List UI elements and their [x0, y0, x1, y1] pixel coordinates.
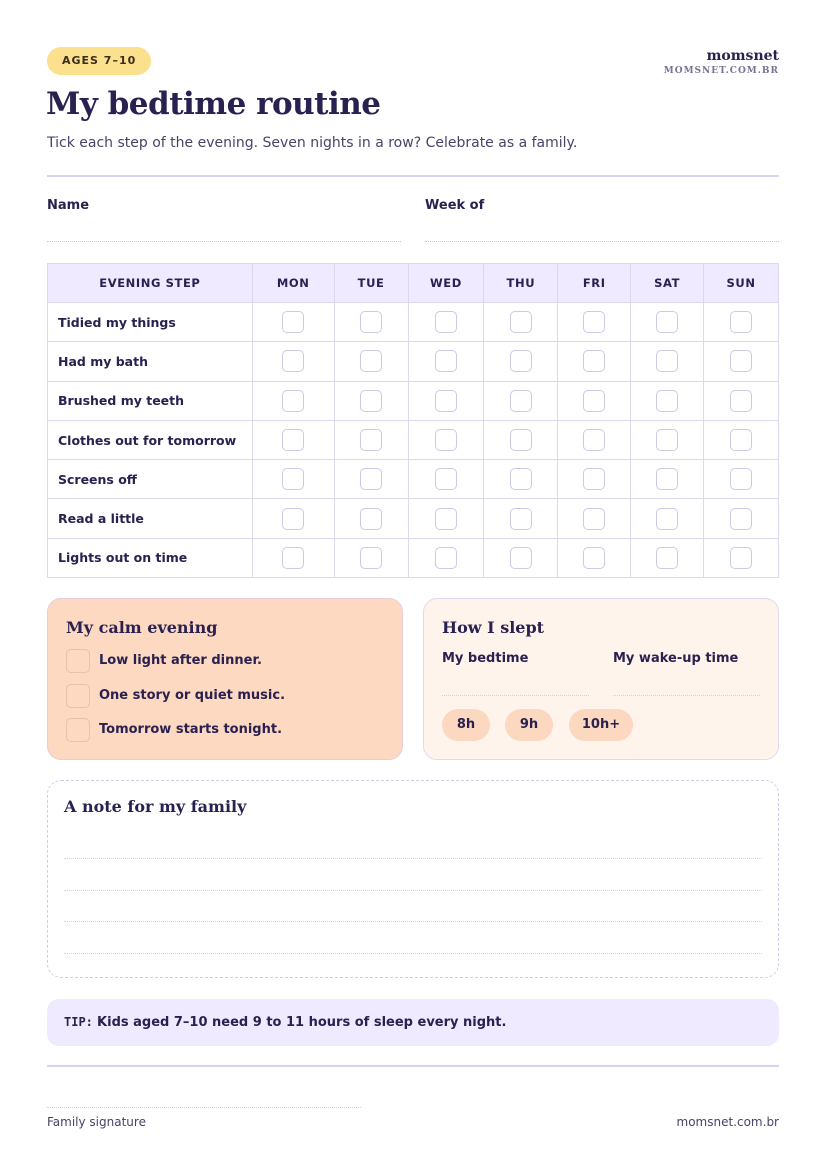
- day-cell: [484, 342, 558, 381]
- note-line[interactable]: [64, 858, 762, 859]
- page-subtitle: Tick each step of the evening. Seven nights in a row? Celebrate as a family.: [47, 135, 578, 151]
- table-header-row: [48, 264, 779, 303]
- day-cell: [704, 538, 779, 577]
- step-label: Screens off: [48, 460, 253, 499]
- header-day: SUN: [704, 264, 779, 303]
- day-checkbox[interactable]: [360, 429, 382, 451]
- calm-item-text: Low light after dinner.: [99, 653, 262, 668]
- brand: [664, 48, 779, 76]
- day-cell: [408, 420, 484, 459]
- day-cell: [408, 538, 484, 577]
- table-row: [48, 342, 779, 381]
- week-field[interactable]: [425, 241, 779, 242]
- note-line[interactable]: [64, 890, 762, 891]
- day-checkbox[interactable]: [282, 429, 304, 451]
- step-label: Tidied my things: [48, 303, 253, 342]
- family-note-box: [47, 780, 779, 978]
- header-divider: [47, 175, 779, 177]
- day-cell: [631, 342, 704, 381]
- day-cell: [704, 381, 779, 420]
- calm-checkbox[interactable]: [66, 649, 90, 673]
- tip-banner: [47, 999, 779, 1046]
- tip-label: TIP:: [64, 1015, 93, 1029]
- table-row: [48, 420, 779, 459]
- sleep-option-8h[interactable]: 8h: [442, 709, 490, 741]
- day-checkbox[interactable]: [510, 390, 532, 412]
- day-cell: [252, 499, 334, 538]
- day-cell: [704, 499, 779, 538]
- day-checkbox[interactable]: [360, 468, 382, 490]
- routine-table: [47, 263, 779, 578]
- day-checkbox[interactable]: [583, 429, 605, 451]
- day-checkbox[interactable]: [730, 547, 752, 569]
- table-row: [48, 460, 779, 499]
- day-checkbox[interactable]: [282, 547, 304, 569]
- day-checkbox[interactable]: [656, 390, 678, 412]
- day-checkbox[interactable]: [435, 429, 457, 451]
- day-cell: [631, 460, 704, 499]
- signature-field[interactable]: [47, 1107, 361, 1108]
- day-checkbox[interactable]: [656, 350, 678, 372]
- day-cell: [558, 538, 631, 577]
- day-checkbox[interactable]: [510, 547, 532, 569]
- table-row: [48, 381, 779, 420]
- day-checkbox[interactable]: [510, 311, 532, 333]
- step-label: Read a little: [48, 499, 253, 538]
- footer-divider: [47, 1065, 779, 1067]
- calm-evening-card: [47, 598, 403, 760]
- header-day: FRI: [558, 264, 631, 303]
- day-cell: [252, 342, 334, 381]
- wakeup-label: My wake-up time: [613, 651, 739, 666]
- day-checkbox[interactable]: [730, 311, 752, 333]
- day-cell: [334, 499, 408, 538]
- day-checkbox[interactable]: [435, 350, 457, 372]
- day-cell: [408, 381, 484, 420]
- header-evening-step: EVENING STEP: [48, 264, 253, 303]
- day-cell: [558, 460, 631, 499]
- day-checkbox[interactable]: [656, 547, 678, 569]
- note-line[interactable]: [64, 921, 762, 922]
- day-cell: [631, 499, 704, 538]
- day-cell: [334, 460, 408, 499]
- day-cell: [631, 381, 704, 420]
- day-cell: [484, 460, 558, 499]
- calm-checkbox[interactable]: [66, 718, 90, 742]
- note-line[interactable]: [64, 953, 762, 954]
- day-checkbox[interactable]: [282, 311, 304, 333]
- tip-text: Kids aged 7–10 need 9 to 11 hours of sleep every night.: [97, 1015, 507, 1030]
- step-label: Lights out on time: [48, 538, 253, 577]
- day-checkbox[interactable]: [730, 390, 752, 412]
- day-cell: [704, 420, 779, 459]
- day-checkbox[interactable]: [510, 468, 532, 490]
- day-cell: [484, 303, 558, 342]
- day-checkbox[interactable]: [360, 311, 382, 333]
- name-field[interactable]: [47, 241, 401, 242]
- day-checkbox[interactable]: [510, 508, 532, 530]
- signature-label: Family signature: [47, 1115, 146, 1129]
- day-checkbox[interactable]: [583, 311, 605, 333]
- day-cell: [631, 420, 704, 459]
- header-day: SAT: [631, 264, 704, 303]
- day-cell: [252, 303, 334, 342]
- day-cell: [252, 460, 334, 499]
- day-cell: [704, 460, 779, 499]
- day-cell: [558, 381, 631, 420]
- day-cell: [558, 420, 631, 459]
- page-title: My bedtime routine: [46, 86, 381, 122]
- day-cell: [408, 499, 484, 538]
- calm-evening-title: My calm evening: [66, 618, 218, 637]
- header-day: TUE: [334, 264, 408, 303]
- table-row: [48, 499, 779, 538]
- day-checkbox[interactable]: [730, 468, 752, 490]
- day-checkbox[interactable]: [360, 350, 382, 372]
- day-cell: [558, 499, 631, 538]
- header-day: MON: [252, 264, 334, 303]
- wakeup-field[interactable]: [613, 695, 760, 696]
- day-cell: [484, 499, 558, 538]
- day-checkbox[interactable]: [583, 390, 605, 412]
- sleep-option-10h-plus[interactable]: 10h+: [569, 709, 633, 741]
- day-checkbox[interactable]: [435, 468, 457, 490]
- day-checkbox[interactable]: [730, 429, 752, 451]
- day-checkbox[interactable]: [656, 468, 678, 490]
- day-cell: [631, 538, 704, 577]
- day-checkbox[interactable]: [510, 429, 532, 451]
- day-cell: [334, 303, 408, 342]
- table-row: [48, 303, 779, 342]
- day-checkbox[interactable]: [730, 508, 752, 530]
- brand-name: momsnet: [706, 48, 779, 64]
- day-checkbox[interactable]: [583, 468, 605, 490]
- family-note-title: A note for my family: [64, 797, 247, 816]
- footer-url: momsnet.com.br: [676, 1115, 779, 1129]
- how-i-slept-title: How I slept: [442, 618, 545, 637]
- day-cell: [252, 538, 334, 577]
- calm-item-text: One story or quiet music.: [99, 688, 286, 703]
- day-cell: [408, 460, 484, 499]
- day-checkbox[interactable]: [435, 390, 457, 412]
- day-cell: [252, 381, 334, 420]
- day-checkbox[interactable]: [583, 508, 605, 530]
- day-cell: [484, 538, 558, 577]
- sleep-option-9h[interactable]: 9h: [505, 709, 553, 741]
- day-checkbox[interactable]: [583, 547, 605, 569]
- step-label: Brushed my teeth: [48, 381, 253, 420]
- day-checkbox[interactable]: [360, 390, 382, 412]
- day-checkbox[interactable]: [282, 508, 304, 530]
- day-checkbox[interactable]: [435, 508, 457, 530]
- table-row: [48, 538, 779, 577]
- day-cell: [558, 303, 631, 342]
- day-checkbox[interactable]: [656, 311, 678, 333]
- name-label: Name: [47, 198, 90, 213]
- calm-item-text: Tomorrow starts tonight.: [99, 722, 283, 737]
- bedtime-field[interactable]: [442, 695, 589, 696]
- day-cell: [252, 420, 334, 459]
- day-checkbox[interactable]: [510, 350, 532, 372]
- header-day: WED: [408, 264, 484, 303]
- day-cell: [484, 381, 558, 420]
- day-cell: [408, 342, 484, 381]
- day-cell: [704, 342, 779, 381]
- day-checkbox[interactable]: [360, 508, 382, 530]
- brand-url: MOMSNET.COM.BR: [663, 66, 779, 76]
- day-checkbox[interactable]: [730, 350, 752, 372]
- day-cell: [334, 342, 408, 381]
- step-label: Clothes out for tomorrow: [48, 420, 253, 459]
- bedtime-label: My bedtime: [442, 651, 529, 666]
- week-label: Week of: [425, 198, 485, 213]
- day-cell: [334, 538, 408, 577]
- day-checkbox[interactable]: [282, 350, 304, 372]
- calm-checkbox[interactable]: [66, 684, 90, 708]
- day-checkbox[interactable]: [360, 547, 382, 569]
- age-badge: AGES 7–10: [47, 47, 151, 75]
- day-cell: [408, 303, 484, 342]
- day-cell: [704, 303, 779, 342]
- day-cell: [631, 303, 704, 342]
- day-checkbox[interactable]: [282, 390, 304, 412]
- day-checkbox[interactable]: [435, 547, 457, 569]
- how-i-slept-card: [423, 598, 779, 760]
- day-checkbox[interactable]: [656, 508, 678, 530]
- day-checkbox[interactable]: [435, 311, 457, 333]
- day-checkbox[interactable]: [282, 468, 304, 490]
- day-checkbox[interactable]: [656, 429, 678, 451]
- day-cell: [334, 381, 408, 420]
- day-cell: [558, 342, 631, 381]
- day-cell: [334, 420, 408, 459]
- day-checkbox[interactable]: [583, 350, 605, 372]
- day-cell: [484, 420, 558, 459]
- header-day: THU: [484, 264, 558, 303]
- step-label: Had my bath: [48, 342, 253, 381]
